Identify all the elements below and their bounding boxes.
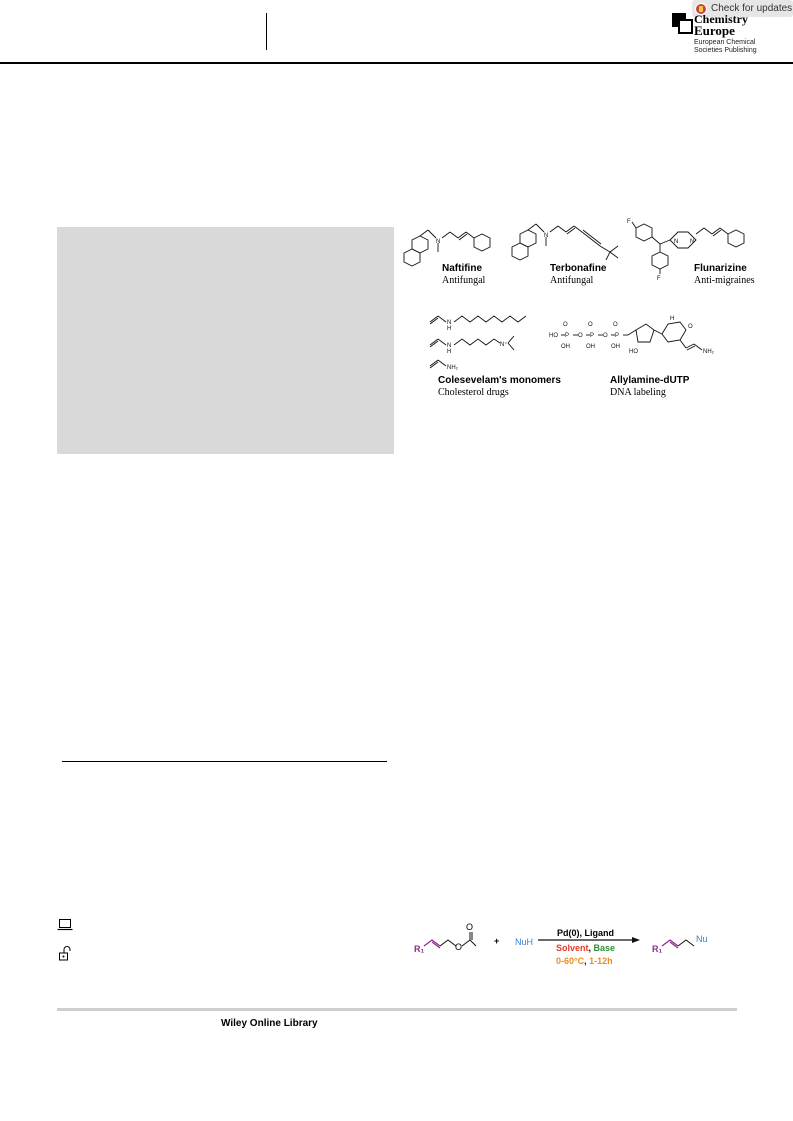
compound-use-flunarizine: Anti-migraines — [694, 275, 755, 286]
catalyst-label: Pd(0), Ligand — [557, 928, 614, 938]
ester-o-label: O — [455, 942, 463, 952]
dutp-oxo2-label: O — [588, 322, 593, 328]
header-separator — [266, 13, 267, 50]
time-label: 1-12h — [589, 956, 613, 966]
conditions-line — [556, 956, 613, 966]
footer-rule — [57, 1008, 737, 1011]
publisher-subtitle-line1: European Chemical — [694, 39, 756, 46]
allylamine-structures-figure — [400, 212, 760, 402]
dutp-p1-label: P — [565, 333, 570, 339]
dutp-o1-label: O — [578, 333, 583, 339]
reaction-scheme — [410, 920, 740, 980]
naftifine-n-label: N — [436, 239, 441, 245]
base-label: Base — [593, 943, 616, 953]
dutp-oxo3-label: O — [613, 322, 618, 328]
header-rule — [0, 62, 793, 64]
flunarizine-n2-label: N — [690, 239, 695, 245]
structures-drawing — [400, 212, 760, 402]
flunarizine-n1-label: N — [674, 239, 679, 245]
chemistry-europe-logo-icon — [671, 12, 693, 34]
colesevelam-h2-label: H — [447, 349, 452, 355]
substrate-r1-label: R₁ — [414, 944, 425, 954]
compound-name-allylamine-dutp: Allylamine-dUTP — [610, 375, 690, 386]
compound-use-terbonafine: Antifungal — [550, 275, 594, 286]
solvent-base-comma: , — [588, 943, 592, 953]
dutp-nh-label: H — [670, 316, 675, 322]
laptop-icon — [57, 917, 73, 933]
temperature-label: 0-60°C — [556, 956, 585, 966]
flunarizine-f-label-1: F — [627, 219, 631, 225]
solvent-label: Solvent — [556, 943, 589, 953]
dutp-oh3-label: OH — [611, 344, 620, 350]
product-nu-label: Nu — [696, 934, 708, 944]
compound-name-naftifine: Naftifine — [442, 263, 482, 274]
wiley-online-library-label: Wiley Online Library — [221, 1018, 318, 1029]
check-for-updates-label: Check for updates — [711, 3, 793, 14]
product-r1-label: R₁ — [652, 944, 663, 954]
compound-use-naftifine: Antifungal — [442, 275, 486, 286]
dutp-o2-label: O — [603, 333, 608, 339]
publisher-name-line1: Chemistry — [694, 12, 748, 26]
dutp-p2-label: P — [590, 333, 595, 339]
plus-sign: + — [494, 936, 500, 946]
nucleophile-label: NuH — [515, 937, 534, 947]
flunarizine-f-label-2: F — [657, 276, 661, 282]
compound-name-colesevelam: Colesevelam's monomers — [438, 375, 561, 386]
colesevelam-nh2-label: NH₂ — [447, 365, 458, 371]
substrate-alkene-fragment — [424, 940, 440, 946]
colesevelam-n2-label: N — [447, 343, 452, 349]
compound-use-colesevelam: Cholesterol drugs — [438, 387, 509, 398]
redacted-text-block — [57, 227, 394, 454]
compound-name-flunarizine: Flunarizine — [694, 263, 747, 274]
colesevelam-n1-label: N — [447, 320, 452, 326]
colesevelam-h1-label: H — [447, 326, 452, 332]
terbinafine-n-label: N — [544, 233, 549, 239]
footnote-rule — [62, 761, 387, 762]
compound-name-terbonafine: Terbonafine — [550, 263, 607, 274]
dutp-oxo1-label: O — [563, 322, 568, 328]
dutp-oh1-label: OH — [561, 344, 570, 350]
dutp-sugar-ho-label: HO — [629, 349, 638, 355]
publisher-subtitle-line2: Societies Publishing — [694, 47, 757, 54]
conditions-comma: , — [584, 956, 587, 966]
dutp-oh2-label: OH — [586, 344, 595, 350]
open-access-lock-icon — [58, 945, 72, 961]
dutp-p3-label: P — [615, 333, 620, 339]
carbonyl-o-label: O — [466, 922, 474, 932]
dutp-nh2-label: NH₂ — [703, 349, 714, 355]
dutp-base-oxo-label: O — [688, 324, 693, 330]
solvent-base-line — [556, 943, 615, 953]
dutp-ho-label: HO — [549, 333, 558, 339]
compound-use-allylamine-dutp: DNA labeling — [610, 387, 666, 398]
publisher-name-line2: Europe — [694, 23, 735, 38]
colesevelam-nplus-label: N⁺ — [500, 342, 508, 348]
